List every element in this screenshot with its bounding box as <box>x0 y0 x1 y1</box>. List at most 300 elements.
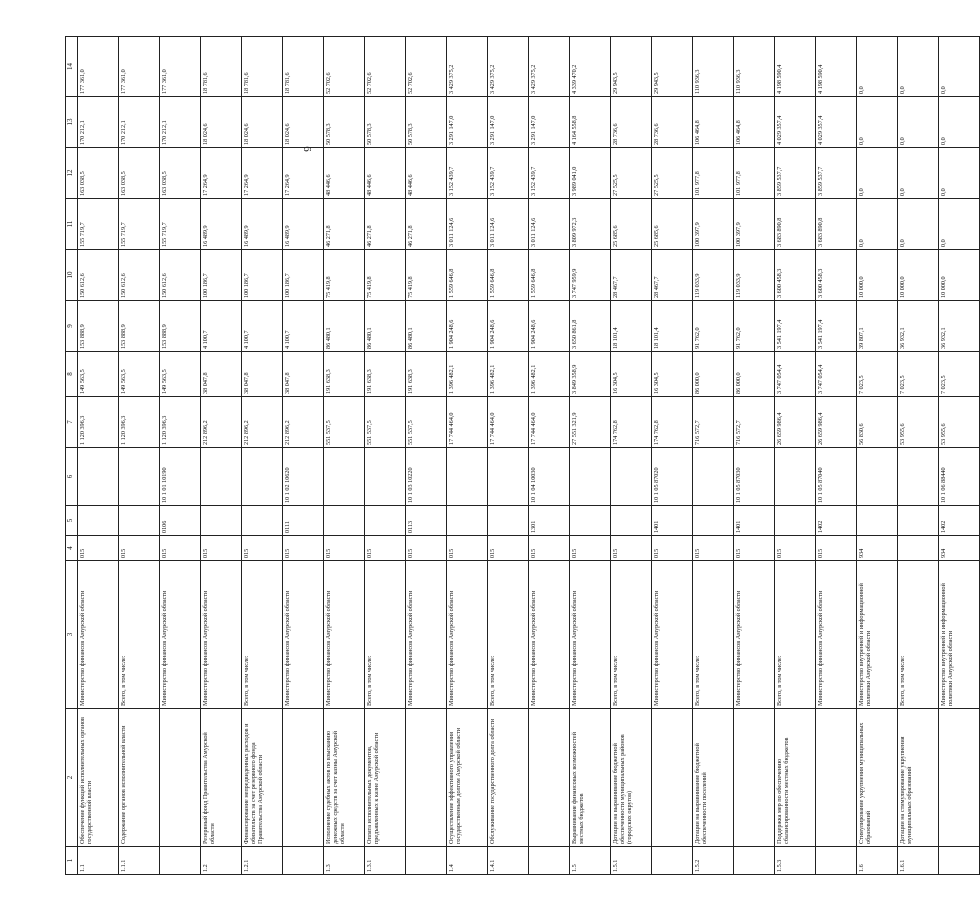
table-cell: Министерство финансов Амурской области <box>447 561 488 709</box>
table-row <box>734 37 775 875</box>
table-cell: 212 896,2 <box>201 397 242 448</box>
table-cell: 3 859 537,7 <box>775 148 816 199</box>
table-cell: Министерство внутренней и информационной политики Амурской области <box>939 561 980 709</box>
table-cell: 110 936,3 <box>734 37 775 97</box>
table-cell: Министерство финансов Амурской области <box>529 561 570 709</box>
table-cell: 177 361,0 <box>78 37 119 97</box>
table-cell <box>652 709 693 847</box>
table-cell: 38 047,8 <box>201 352 242 397</box>
table-cell: 015 <box>488 536 529 561</box>
table-cell: Министерство финансов Амурской области <box>406 561 447 709</box>
table-cell <box>939 709 980 847</box>
table-cell: 1.1 <box>78 847 119 875</box>
table-cell: Обслуживание государственного долга области <box>488 709 529 847</box>
table-cell: 177 361,0 <box>119 37 160 97</box>
budget-table-container <box>65 37 954 875</box>
table-row <box>611 37 652 875</box>
table-cell: 150 612,6 <box>78 250 119 301</box>
table-cell: 0,0 <box>898 148 939 199</box>
table-cell <box>734 709 775 847</box>
table-cell: Дотации на выравнивание бюджетной обеспеченности поселений <box>693 709 734 847</box>
table-cell: 50 578,3 <box>365 97 406 148</box>
table-cell: 716 572,7 <box>734 397 775 448</box>
table-cell: 1 396 482,1 <box>447 352 488 397</box>
table-cell: 0,0 <box>939 148 980 199</box>
table-cell: 1 120 396,3 <box>160 397 201 448</box>
table-cell: 10 1 04 10030 <box>529 448 570 506</box>
table-cell: 16 304,5 <box>611 352 652 397</box>
table-cell: 4 100,7 <box>201 301 242 352</box>
table-cell: 101 977,8 <box>693 148 734 199</box>
table-cell: 1 120 396,3 <box>119 397 160 448</box>
table-cell: 1.1.1 <box>119 847 160 875</box>
table-cell <box>201 506 242 536</box>
table-cell: 25 685,6 <box>652 199 693 250</box>
table-cell <box>78 448 119 506</box>
table-cell: 015 <box>201 536 242 561</box>
column-number: 8 <box>66 352 78 397</box>
table-cell: 75 419,8 <box>365 250 406 301</box>
table-cell <box>119 448 160 506</box>
table-cell: 153 888,9 <box>160 301 201 352</box>
table-cell: 174 762,8 <box>611 397 652 448</box>
table-cell: 015 <box>775 536 816 561</box>
table-cell: 7 023,5 <box>857 352 898 397</box>
table-cell: 1 120 396,3 <box>78 397 119 448</box>
table-cell: 015 <box>570 536 611 561</box>
table-cell: 3 541 197,4 <box>816 301 857 352</box>
table-row <box>283 37 324 875</box>
table-cell: 10 1 03 10220 <box>406 448 447 506</box>
table-cell: 3 011 124,6 <box>447 199 488 250</box>
table-cell: 3 152 439,7 <box>447 148 488 199</box>
table-cell: 1.6 <box>857 847 898 875</box>
table-cell: 170 212,1 <box>160 97 201 148</box>
table-cell: 3 849 358,9 <box>570 352 611 397</box>
table-cell: 150 612,6 <box>119 250 160 301</box>
table-cell: 10 1 05 87040 <box>816 448 857 506</box>
table-cell: 18 781,6 <box>242 37 283 97</box>
table-cell: 0,0 <box>939 199 980 250</box>
table-row <box>488 37 529 875</box>
table-cell <box>283 847 324 875</box>
table-cell: Всего, в том числе: <box>898 561 939 709</box>
table-cell: 1.5.3 <box>775 847 816 875</box>
table-cell: 170 212,1 <box>119 97 160 148</box>
table-cell: 212 896,2 <box>242 397 283 448</box>
table-cell: 36 932,1 <box>898 301 939 352</box>
table-cell: 163 038,5 <box>78 148 119 199</box>
table-cell: 27 525,5 <box>652 148 693 199</box>
table-cell: 015 <box>652 536 693 561</box>
column-number: 13 <box>66 97 78 148</box>
table-cell: 3 011 124,6 <box>488 199 529 250</box>
table-cell: Министерство внутренней и информационной политики Амурской области <box>857 561 898 709</box>
table-cell <box>529 709 570 847</box>
table-cell: 91 762,0 <box>693 301 734 352</box>
table-cell: 3 291 147,0 <box>488 97 529 148</box>
table-cell: 1.3 <box>324 847 365 875</box>
table-cell <box>857 506 898 536</box>
table-cell: 1 559 646,8 <box>488 250 529 301</box>
table-cell: 16 304,5 <box>652 352 693 397</box>
table-cell: 1 559 646,8 <box>447 250 488 301</box>
table-cell: 18 024,6 <box>242 97 283 148</box>
table-row <box>324 37 365 875</box>
table-cell: Осуществление эффективного управления государственным долгом Амурской области <box>447 709 488 847</box>
table-cell <box>78 506 119 536</box>
table-cell: 4 100,7 <box>283 301 324 352</box>
table-cell: 52 702,6 <box>324 37 365 97</box>
table-cell: 1 904 248,6 <box>447 301 488 352</box>
table-cell: 0,0 <box>857 97 898 148</box>
table-cell: 3 152 439,7 <box>529 148 570 199</box>
table-cell: 18 024,6 <box>201 97 242 148</box>
table-cell: 0,0 <box>857 148 898 199</box>
table-cell: 149 563,5 <box>160 352 201 397</box>
table-cell: 3 152 439,7 <box>488 148 529 199</box>
table-cell: 27 551 321,9 <box>570 397 611 448</box>
table-cell: 36 932,1 <box>939 301 980 352</box>
table-cell: 0,0 <box>939 97 980 148</box>
table-row <box>652 37 693 875</box>
table-cell <box>119 506 160 536</box>
table-cell: 46 271,8 <box>365 199 406 250</box>
table-cell: 18 781,6 <box>201 37 242 97</box>
table-cell: 86 000,0 <box>734 352 775 397</box>
table-row <box>529 37 570 875</box>
table-cell: Оплата исполнительных документов, предъявленных к казне Амурской области <box>365 709 406 847</box>
table-cell: 48 446,6 <box>324 148 365 199</box>
table-cell: 551 537,5 <box>324 397 365 448</box>
column-number: 5 <box>66 506 78 536</box>
table-cell: 52 702,6 <box>406 37 447 97</box>
table-cell <box>447 448 488 506</box>
table-cell <box>406 709 447 847</box>
column-number: 11 <box>66 199 78 250</box>
table-cell: 7 023,5 <box>939 352 980 397</box>
table-cell <box>652 847 693 875</box>
table-cell: 4 100,7 <box>242 301 283 352</box>
table-cell: 38 047,8 <box>242 352 283 397</box>
table-cell: Резервный фонд Правительства Амурской области <box>201 709 242 847</box>
table-cell: 4 198 590,4 <box>775 37 816 97</box>
table-cell: 110 936,3 <box>693 37 734 97</box>
table-cell: 155 719,7 <box>119 199 160 250</box>
table-cell <box>283 709 324 847</box>
table-cell: Выравнивание финансовых возможностей местных бюджетов <box>570 709 611 847</box>
table-cell: 3 747 054,4 <box>775 352 816 397</box>
table-body <box>66 37 980 875</box>
table-cell: 86 480,1 <box>365 301 406 352</box>
table-cell: 191 638,3 <box>365 352 406 397</box>
table-cell: 52 702,6 <box>365 37 406 97</box>
table-cell: 27 525,5 <box>611 148 652 199</box>
table-cell: 212 896,2 <box>283 397 324 448</box>
table-cell: 1401 <box>734 506 775 536</box>
table-cell: 191 638,3 <box>324 352 365 397</box>
table-cell: 29 943,5 <box>652 37 693 97</box>
table-cell: 106 464,8 <box>693 97 734 148</box>
table-cell: 3 650 861,8 <box>570 301 611 352</box>
table-cell: 0106 <box>160 506 201 536</box>
table-cell: Министерство финансов Амурской области <box>160 561 201 709</box>
table-cell: 0111 <box>283 506 324 536</box>
table-cell: 53 955,6 <box>939 397 980 448</box>
table-cell <box>365 506 406 536</box>
table-row <box>775 37 816 875</box>
table-cell: 015 <box>406 536 447 561</box>
table-cell: 39 807,1 <box>857 301 898 352</box>
table-cell: 3 541 197,4 <box>775 301 816 352</box>
column-number: 1 <box>66 847 78 875</box>
table-cell: 015 <box>119 536 160 561</box>
table-cell: 551 537,5 <box>406 397 447 448</box>
table-cell: 4 339 470,2 <box>570 37 611 97</box>
table-cell <box>816 847 857 875</box>
table-cell: 1.5.1 <box>611 847 652 875</box>
table-cell: 015 <box>160 536 201 561</box>
table-cell: 17 744 464,0 <box>488 397 529 448</box>
table-cell: 4 164 558,8 <box>570 97 611 148</box>
table-cell: 1.2.1 <box>242 847 283 875</box>
table-cell <box>160 847 201 875</box>
table-cell: 38 047,8 <box>283 352 324 397</box>
budget-table <box>65 36 980 875</box>
table-cell: 46 271,8 <box>324 199 365 250</box>
table-cell: 10 000,0 <box>898 250 939 301</box>
table-cell: Содержание органов исполнительной власти <box>119 709 160 847</box>
table-cell <box>324 448 365 506</box>
table-row <box>365 37 406 875</box>
table-cell: 3 859 537,7 <box>816 148 857 199</box>
table-row <box>406 37 447 875</box>
table-cell: 1.5 <box>570 847 611 875</box>
table-cell: 10 1 06 88440 <box>939 448 980 506</box>
table-cell: 56 830,6 <box>857 397 898 448</box>
table-cell: 29 943,5 <box>611 37 652 97</box>
table-row <box>242 37 283 875</box>
table-cell: 100 186,7 <box>283 250 324 301</box>
table-cell: 1402 <box>939 506 980 536</box>
table-cell: 1 559 646,8 <box>529 250 570 301</box>
table-cell: 75 419,8 <box>406 250 447 301</box>
table-cell <box>365 448 406 506</box>
table-cell: 015 <box>693 536 734 561</box>
table-cell: 0,0 <box>898 199 939 250</box>
table-cell: 17 264,9 <box>201 148 242 199</box>
table-cell <box>611 506 652 536</box>
table-cell: 3 600 458,3 <box>816 250 857 301</box>
table-cell: 50 578,3 <box>406 97 447 148</box>
table-cell: 3 989 041,0 <box>570 148 611 199</box>
table-cell: 18 101,4 <box>652 301 693 352</box>
table-cell: 17 264,9 <box>242 148 283 199</box>
table-cell: Министерство финансов Амурской области <box>78 561 119 709</box>
table-cell: Исполнение судебных актов по взысканию денежных средств за счет казны Амурской области <box>324 709 365 847</box>
table-cell: 015 <box>611 536 652 561</box>
table-cell <box>693 506 734 536</box>
table-cell: 1401 <box>652 506 693 536</box>
table-cell <box>939 847 980 875</box>
table-cell: Обеспечение функций исполнительных органов государственной власти <box>78 709 119 847</box>
table-cell: 0,0 <box>857 199 898 250</box>
column-number: 9 <box>66 301 78 352</box>
page-number: 6 <box>300 146 313 152</box>
table-row <box>78 37 119 875</box>
table-cell: 1.5.2 <box>693 847 734 875</box>
table-cell: 1.4.1 <box>488 847 529 875</box>
table-cell: 170 212,1 <box>78 97 119 148</box>
table-cell: Всего, в том числе: <box>119 561 160 709</box>
column-number: 2 <box>66 709 78 847</box>
table-cell: Финансирование непредвиденных расходов и обязательств за счет резервного фонда Правительства Амурской области <box>242 709 283 847</box>
column-number: 6 <box>66 448 78 506</box>
table-cell: 10 1 05 87020 <box>652 448 693 506</box>
table-cell <box>898 448 939 506</box>
table-cell <box>570 448 611 506</box>
table-cell: Всего, в том числе: <box>693 561 734 709</box>
table-cell: Министерство финансов Амурской области <box>201 561 242 709</box>
table-cell: 015 <box>365 536 406 561</box>
table-cell: 174 762,8 <box>652 397 693 448</box>
table-cell <box>324 506 365 536</box>
table-cell <box>775 506 816 536</box>
table-cell: 50 578,3 <box>324 97 365 148</box>
table-cell: 16 489,9 <box>201 199 242 250</box>
table-cell: 1.2 <box>201 847 242 875</box>
table-cell: 015 <box>78 536 119 561</box>
table-cell: 1402 <box>816 506 857 536</box>
table-cell: 716 572,7 <box>693 397 734 448</box>
table-cell: 0,0 <box>898 37 939 97</box>
table-cell: 0,0 <box>857 37 898 97</box>
column-number: 3 <box>66 561 78 709</box>
table-cell: Министерство финансов Амурской области <box>324 561 365 709</box>
table-cell: 28 467,7 <box>652 250 693 301</box>
table-cell: 101 977,8 <box>734 148 775 199</box>
table-cell <box>857 448 898 506</box>
table-cell: 119 033,9 <box>693 250 734 301</box>
table-cell: 100 397,9 <box>693 199 734 250</box>
table-cell: 7 023,5 <box>898 352 939 397</box>
table-cell: 10 000,0 <box>857 250 898 301</box>
column-number: 14 <box>66 37 78 97</box>
table-cell: 177 361,0 <box>160 37 201 97</box>
table-cell: 86 480,1 <box>406 301 447 352</box>
table-cell <box>570 506 611 536</box>
table-cell: 16 489,9 <box>283 199 324 250</box>
table-cell: 015 <box>447 536 488 561</box>
table-cell: 153 888,9 <box>78 301 119 352</box>
table-cell: 3 809 972,3 <box>570 199 611 250</box>
table-cell: 10 000,0 <box>939 250 980 301</box>
table-cell: 119 033,9 <box>734 250 775 301</box>
table-cell: 18 024,6 <box>283 97 324 148</box>
table-cell: 17 744 464,0 <box>447 397 488 448</box>
table-cell: 28 736,6 <box>652 97 693 148</box>
table-cell <box>447 506 488 536</box>
table-cell: 3 747 054,4 <box>816 352 857 397</box>
table-cell: 015 <box>529 536 570 561</box>
table-cell: 1 904 248,6 <box>488 301 529 352</box>
table-cell <box>734 847 775 875</box>
table-cell: 1 396 482,1 <box>529 352 570 397</box>
table-cell: 1 904 248,6 <box>529 301 570 352</box>
table-cell: Всего, в том числе: <box>365 561 406 709</box>
table-cell: 100 186,7 <box>201 250 242 301</box>
table-cell: 17 264,9 <box>283 148 324 199</box>
table-cell: 155 719,7 <box>78 199 119 250</box>
table-cell: 10 1 02 10620 <box>283 448 324 506</box>
table-row <box>201 37 242 875</box>
table-cell: 3 429 375,2 <box>447 37 488 97</box>
table-cell: 10 1 05 87030 <box>734 448 775 506</box>
table-row <box>939 37 980 875</box>
table-cell: Стимулирование укрупнения муниципальных образований <box>857 709 898 847</box>
table-cell <box>201 448 242 506</box>
table-cell: Поддержка мер по обеспечению сбалансированности местных бюджетов <box>775 709 816 847</box>
header-row <box>66 37 78 875</box>
table-cell: 75 419,8 <box>324 250 365 301</box>
table-cell: 100 186,7 <box>242 250 283 301</box>
table-cell: 3 747 959,9 <box>570 250 611 301</box>
table-cell: Министерство финансов Амурской области <box>570 561 611 709</box>
table-row <box>816 37 857 875</box>
table-cell: Всего, в том числе: <box>775 561 816 709</box>
table-row <box>693 37 734 875</box>
table-cell: 10 1 01 10190 <box>160 448 201 506</box>
table-cell: 1.6.1 <box>898 847 939 875</box>
table-cell: 26 659 986,4 <box>816 397 857 448</box>
column-number: 7 <box>66 397 78 448</box>
table-cell: Всего, в том числе: <box>488 561 529 709</box>
table-row <box>898 37 939 875</box>
column-number: 10 <box>66 250 78 301</box>
table-cell: 17 744 464,0 <box>529 397 570 448</box>
table-cell: 153 888,9 <box>119 301 160 352</box>
table-cell <box>693 448 734 506</box>
table-cell: 0,0 <box>898 97 939 148</box>
table-cell: 3 429 375,2 <box>488 37 529 97</box>
table-cell: 150 612,6 <box>160 250 201 301</box>
table-cell <box>611 448 652 506</box>
table-cell: Министерство финансов Амурской области <box>816 561 857 709</box>
table-cell: 53 955,6 <box>898 397 939 448</box>
table-cell: 3 683 890,8 <box>816 199 857 250</box>
table-cell: 934 <box>939 536 980 561</box>
table-cell: 3 011 124,6 <box>529 199 570 250</box>
table-cell: 4 029 357,4 <box>816 97 857 148</box>
table-row <box>447 37 488 875</box>
table-cell <box>406 847 447 875</box>
table-cell: 48 446,6 <box>365 148 406 199</box>
table-cell: 100 397,9 <box>734 199 775 250</box>
table-cell: 3 291 147,0 <box>447 97 488 148</box>
column-number: 4 <box>66 536 78 561</box>
table-cell: Министерство финансов Амурской области <box>283 561 324 709</box>
table-cell: 86 480,1 <box>324 301 365 352</box>
table-cell: Дотации на стимулирование укрупнения муниципальных образований <box>898 709 939 847</box>
table-cell: 25 685,6 <box>611 199 652 250</box>
table-cell: Всего, в том числе: <box>611 561 652 709</box>
table-cell <box>488 448 529 506</box>
table-cell: 18 781,6 <box>283 37 324 97</box>
table-cell: 934 <box>857 536 898 561</box>
table-cell: 48 446,6 <box>406 148 447 199</box>
table-cell: Министерство финансов Амурской области <box>734 561 775 709</box>
table-cell <box>898 506 939 536</box>
